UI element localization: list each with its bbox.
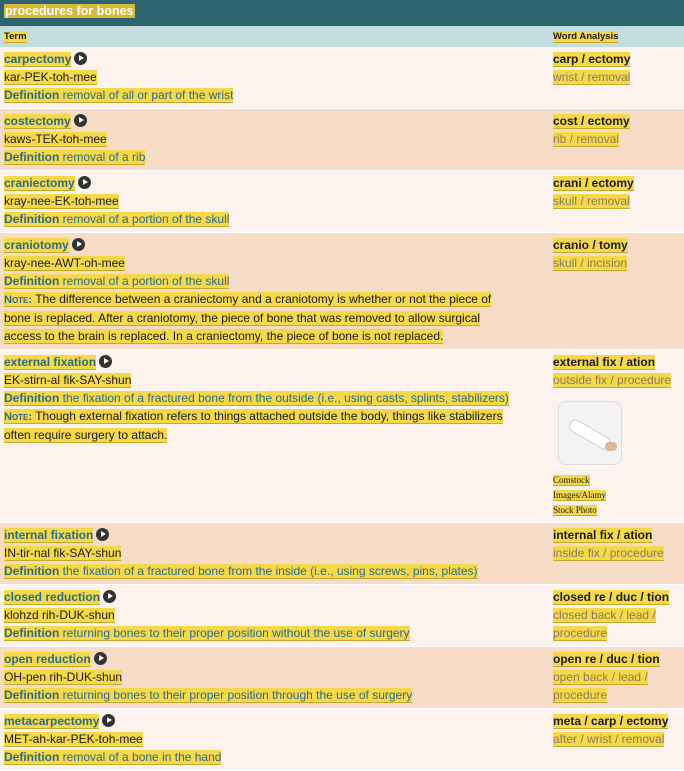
- term-cell: [0, 585, 549, 646]
- note-text: often require surgery to attach.: [4, 428, 168, 442]
- term-cell: [0, 647, 549, 708]
- word-analysis-cell: [549, 647, 684, 708]
- table-row: [0, 171, 684, 233]
- word-parts: internal fix / ation: [553, 528, 653, 542]
- term-link[interactable]: open reduction: [4, 652, 91, 666]
- term-cell: [0, 109, 549, 170]
- word-parts: cranio / tomy: [553, 238, 628, 252]
- word-parts: external fix / ation: [553, 355, 656, 369]
- play-audio-icon[interactable]: [102, 714, 115, 727]
- term-cell: [0, 47, 549, 108]
- definition-label: Definition: [4, 274, 60, 288]
- table-row: [0, 523, 684, 585]
- definition-text: removal of a portion of the skull: [62, 212, 230, 226]
- note-label: Note:: [4, 294, 33, 306]
- word-parts: open re / duc / tion: [553, 652, 660, 666]
- definition-text: removal of a rib: [62, 150, 146, 164]
- term-link[interactable]: metacarpectomy: [4, 714, 100, 728]
- pronunciation: kray-nee-AWT-oh-mee: [4, 256, 125, 270]
- word-meanings: rib / removal: [553, 132, 620, 146]
- note-text: The difference between a craniectomy and a craniotomy is whether or not the piece of: [35, 292, 492, 306]
- definition-label: Definition: [4, 212, 60, 226]
- word-meanings-cont: procedure: [553, 626, 608, 640]
- word-meanings: closed back / lead /: [553, 608, 656, 622]
- word-analysis-cell: [549, 47, 684, 108]
- table-row: [0, 350, 684, 523]
- pronunciation: IN-tir-nal fik-SAY-shun: [4, 546, 122, 560]
- word-analysis-cell: [549, 171, 684, 232]
- note-text: access to the brain is replaced. In a craniectomy, the piece of bone is not replaced.: [4, 329, 444, 343]
- note-text: bone is replaced. After a craniotomy, the piece of bone that was removed to allow surgical: [4, 311, 481, 325]
- header-word-analysis: Word Analysis: [553, 31, 619, 42]
- word-meanings: outside fix / procedure: [553, 373, 672, 387]
- photo-credit: Comstock: [553, 475, 590, 485]
- word-parts: cost / ectomy: [553, 114, 630, 128]
- term-cell: [0, 709, 549, 770]
- definition-label: Definition: [4, 391, 60, 405]
- table-row: [0, 233, 684, 350]
- table-body: [0, 47, 684, 771]
- term-cell: [0, 350, 549, 522]
- pronunciation: klohzd rih-DUK-shun: [4, 608, 115, 622]
- word-analysis-cell: [549, 585, 684, 646]
- play-audio-icon[interactable]: [78, 176, 91, 189]
- pronunciation: MET-ah-kar-PEK-toh-mee: [4, 732, 143, 746]
- definition-label: Definition: [4, 88, 60, 102]
- photo-credit: Images/Alamy: [553, 490, 606, 500]
- definition-text: removal of a portion of the skull: [62, 274, 230, 288]
- header-row: [0, 26, 684, 47]
- table-row: [0, 647, 684, 709]
- term-link[interactable]: closed reduction: [4, 590, 101, 604]
- table-row: [0, 709, 684, 771]
- term-cell: [0, 233, 549, 349]
- play-audio-icon[interactable]: [96, 528, 109, 541]
- word-analysis-cell: [549, 109, 684, 170]
- play-audio-icon[interactable]: [74, 52, 87, 65]
- definition-label: Definition: [4, 750, 60, 764]
- term-link[interactable]: external fixation: [4, 355, 97, 369]
- play-audio-icon[interactable]: [103, 590, 116, 603]
- term-link[interactable]: costectomy: [4, 114, 71, 128]
- pronunciation: EK-stirn-al fik-SAY-shun: [4, 373, 132, 387]
- header-term: Term: [4, 31, 27, 42]
- definition-text: removal of a bone in the hand: [62, 750, 222, 764]
- word-meanings: inside fix / procedure: [553, 546, 664, 560]
- term-link[interactable]: craniectomy: [4, 176, 75, 190]
- note-label: Note:: [4, 411, 33, 423]
- definition-text: returning bones to their proper position without the use of surgery: [62, 626, 410, 640]
- word-analysis-cell: [549, 523, 684, 584]
- word-analysis-cell: [549, 233, 684, 349]
- definition-label: Definition: [4, 564, 60, 578]
- play-audio-icon[interactable]: [74, 114, 87, 127]
- word-meanings: open back / lead /: [553, 670, 648, 684]
- play-audio-icon[interactable]: [94, 652, 107, 665]
- table-row: [0, 109, 684, 171]
- photo-credit: Stock Photo: [553, 505, 597, 515]
- term-cell: [0, 171, 549, 232]
- word-parts: crani / ectomy: [553, 176, 634, 190]
- word-meanings: wrist / removal: [553, 70, 631, 84]
- term-link[interactable]: craniotomy: [4, 238, 69, 252]
- definition-label: Definition: [4, 626, 60, 640]
- word-parts: meta / carp / ectomy: [553, 714, 669, 728]
- word-meanings: after / wrist / removal: [553, 732, 665, 746]
- definition-text: returning bones to their proper position through the use of surgery: [62, 688, 413, 702]
- play-audio-icon[interactable]: [99, 355, 112, 368]
- definition-text: removal of all or part of the wrist: [62, 88, 234, 102]
- pronunciation: OH-pen rih-DUK-shun: [4, 670, 123, 684]
- definition-label: Definition: [4, 150, 60, 164]
- word-parts: closed re / duc / tion: [553, 590, 670, 604]
- term-cell: [0, 523, 549, 584]
- definition-text: the fixation of a fractured bone from the outside (i.e., using casts, splints, stabilizers): [62, 391, 509, 405]
- word-meanings: skull / removal: [553, 194, 630, 208]
- table-row: [0, 47, 684, 109]
- term-link[interactable]: carpectomy: [4, 52, 72, 66]
- note-text: Though external fixation refers to things attached outside the body, things like stabilizers: [35, 409, 503, 423]
- cast-photo: [558, 401, 622, 465]
- word-analysis-cell: [549, 350, 684, 522]
- play-audio-icon[interactable]: [72, 238, 85, 251]
- pronunciation: kaws-TEK-toh-mee: [4, 132, 107, 146]
- word-analysis-cell: [549, 709, 684, 770]
- definition-label: Definition: [4, 688, 60, 702]
- word-meanings-cont: procedure: [553, 688, 608, 702]
- definition-text: the fixation of a fractured bone from the inside (i.e., using screws, pins, plates): [62, 564, 478, 578]
- table-title-bar: [0, 0, 684, 26]
- word-parts: carp / ectomy: [553, 52, 631, 66]
- pronunciation: kray-nee-EK-toh-mee: [4, 194, 119, 208]
- table-row: [0, 585, 684, 647]
- term-link[interactable]: internal fixation: [4, 528, 94, 542]
- word-meanings: skull / incision: [553, 256, 628, 270]
- pronunciation: kar-PEK-toh-mee: [4, 70, 97, 84]
- table-title: procedures for bones: [5, 4, 134, 18]
